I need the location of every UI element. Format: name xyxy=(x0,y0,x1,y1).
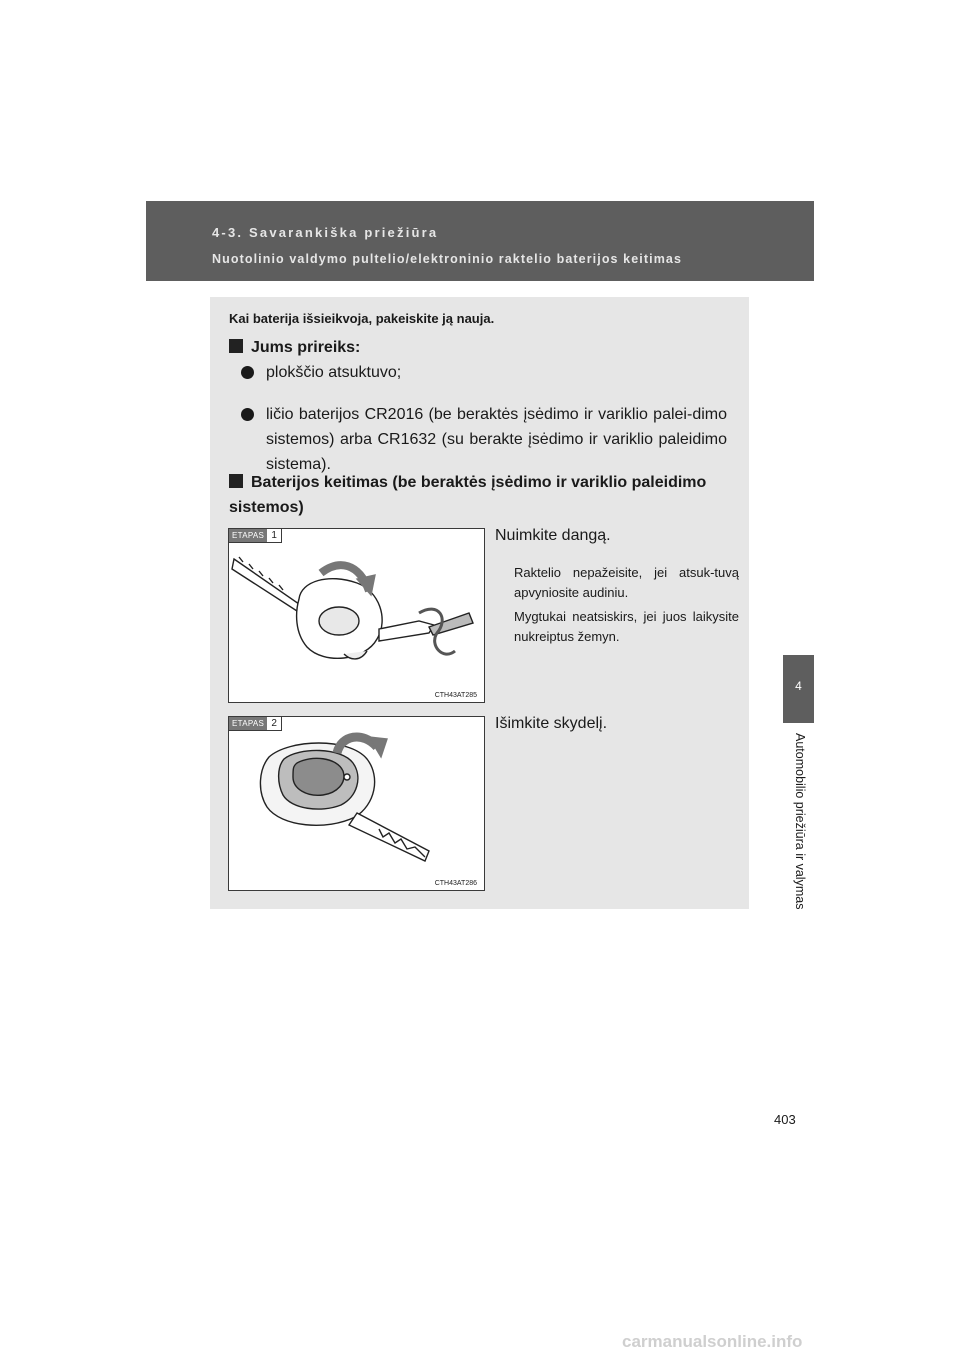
need-heading: Jums prireiks: xyxy=(229,335,360,360)
page-subtitle: Nuotolinio valdymo pultelio/elektroninio raktelio baterijos keitimas xyxy=(212,252,683,266)
need-item: plokščio atsuktuvo; xyxy=(241,360,727,385)
key-panel-removal-illustration xyxy=(229,717,484,890)
square-bullet-icon xyxy=(229,339,243,353)
need-item: ličio baterijos CR2016 (be beraktės įsėdimo ir variklio palei-dimo sistemos) arba CR1632 (su berakte įsėdimo ir variklio paleidimo sistema). xyxy=(241,402,727,477)
step1-note: Mygtukai neatsiskirs, jei juos laikysite nukreiptus žemyn. xyxy=(514,609,739,644)
intro-text: Kai baterija išsieikvoja, pakeiskite ją nauja. xyxy=(229,311,495,326)
section-title: 4-3. Savarankiška priežiūra xyxy=(212,225,439,240)
round-bullet-icon xyxy=(241,366,254,379)
content-panel xyxy=(210,297,749,909)
step2-text: Išimkite skydelį. xyxy=(495,715,608,732)
step2-badge: ETAPAS 2 xyxy=(229,717,282,731)
step2-figure-code: CTH43AT286 xyxy=(434,880,477,887)
step1-note: Raktelio nepažeisite, jei atsuk-tuvą apvyniosite audiniu. xyxy=(514,565,739,600)
step1-figure xyxy=(228,528,485,703)
chapter-label: Automobilio priežiūra ir valymas xyxy=(793,733,807,910)
chapter-tab: 4 xyxy=(783,655,814,723)
page-number: 403 xyxy=(774,1112,796,1127)
header-band xyxy=(146,201,814,281)
step1-figure-code: CTH43AT285 xyxy=(434,692,477,699)
step2-figure xyxy=(228,716,485,891)
watermark: carmanualsonline.info xyxy=(622,1332,803,1351)
step1-badge: ETAPAS 1 xyxy=(229,529,282,543)
round-bullet-icon xyxy=(241,408,254,421)
square-bullet-icon xyxy=(229,474,243,488)
step1-text: Nuimkite dangą. xyxy=(495,527,611,544)
key-cover-removal-illustration xyxy=(229,529,484,702)
replace-heading: Baterijos keitimas (be beraktės įsėdimo ir variklio paleidimo sistemos) xyxy=(229,474,707,516)
